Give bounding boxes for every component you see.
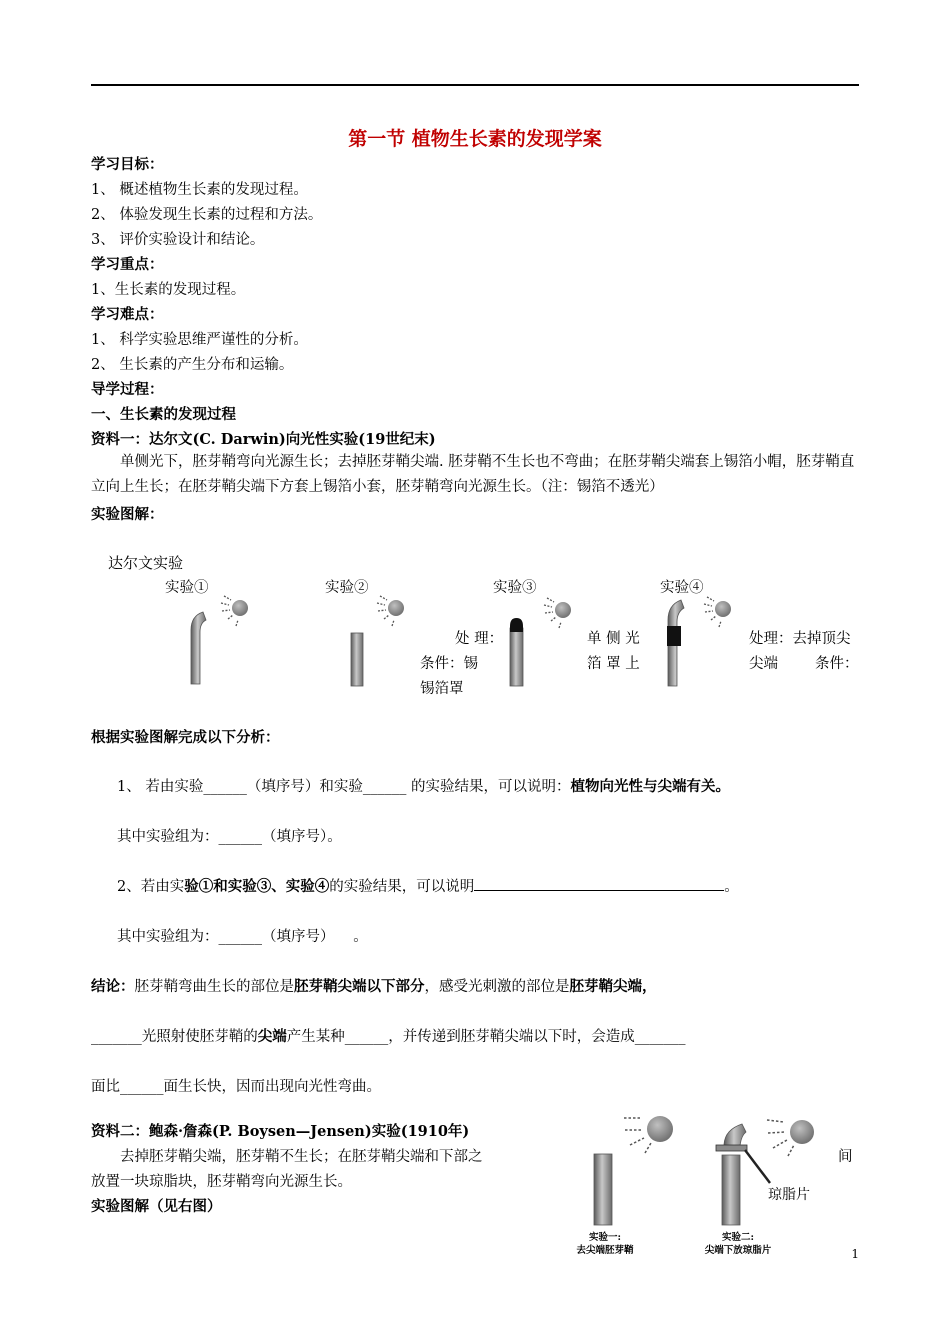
exp-note-c1: 处理：去掉顶尖 — [749, 631, 851, 647]
diagram-1-heading: 实验图解： — [91, 506, 164, 523]
jensen-exp-2-caption-b: 尖端下放琼脂片 — [704, 1245, 772, 1256]
jensen-exp-1-seedling — [594, 1154, 612, 1225]
objective-item-1: 1、 概述植物生长素的发现过程。 — [91, 182, 308, 198]
blank[interactable]: _______ — [634, 1029, 686, 1045]
agar-pointer-line — [745, 1150, 770, 1183]
keypoints-heading: 学习重点： — [91, 256, 164, 273]
page-title: 第一节 植物生长素的发现学案 — [348, 128, 602, 150]
material-2-text-b: 放置一块琼脂块，胚芽鞘弯向光源生长。 — [91, 1174, 352, 1190]
question-2: 2、若由实验①和实验③、实验④的实验结果，可以说明 。 — [117, 878, 739, 895]
question-1: 1、 若由实验______（填序号）和实验______ 的实验结果，可以说明：植物向光性与尖端有关。 — [117, 778, 730, 795]
conclusion-line-1: 结论：胚芽鞘弯曲生长的部位是胚芽鞘尖端以下部分，感受光刺激的部位是胚芽鞘尖端， — [91, 978, 657, 995]
exp-4-label: 实验④ — [660, 580, 704, 596]
jensen-exp-2-light-icon — [767, 1120, 814, 1156]
material-2-text-gap: 间 — [838, 1149, 853, 1165]
analysis-heading: 根据实验图解完成以下分析： — [91, 729, 280, 746]
blank[interactable]: ______ — [344, 1029, 389, 1045]
agar-label: 琼脂片 — [768, 1187, 810, 1203]
keypoint-item-1: 1、生长素的发现过程。 — [91, 282, 246, 298]
exp-note-a2: 条件：锡 — [420, 656, 478, 672]
material-1-text: 单侧光下，胚芽鞘弯向光源生长；去掉胚芽鞘尖端. 胚芽鞘不生长也不弯曲；在胚芽鞘尖端套上锡箔小帽，胚芽鞘直立向上生长；在胚芽鞘尖端下方套上锡箔小套，胚芽鞘弯向光源生长。（注：锡箔不透光） — [91, 454, 855, 495]
darwin-figure-title: 达尔文实验 — [108, 554, 184, 572]
exp-2-label: 实验② — [325, 580, 369, 596]
blank[interactable]: ______ — [218, 929, 262, 945]
question-2-sub: 其中实验组为：______（填序号） 。 — [117, 929, 368, 945]
blank[interactable]: _______ — [91, 1029, 142, 1045]
guide-heading: 导学过程： — [91, 381, 164, 398]
blank[interactable]: ______ — [120, 1079, 164, 1095]
question-1-sub: 其中实验组为：______（填序号）。 — [117, 829, 342, 845]
jensen-exp-2-caption-a: 实验二: — [721, 1232, 754, 1243]
objectives-heading: 学习目标： — [91, 156, 164, 173]
exp-1-label: 实验① — [165, 580, 209, 596]
exp-note-b1: 单 侧 光 — [587, 631, 640, 647]
exp-note-a1: 处 理： — [455, 631, 504, 647]
exp-note-b2: 箔 罩 上 — [587, 656, 640, 672]
difficulties-heading: 学习难点： — [91, 306, 164, 323]
blank[interactable]: ______ — [362, 779, 407, 795]
jensen-exp-2-seedling — [716, 1124, 747, 1225]
jensen-exp-1-light-icon — [624, 1116, 673, 1153]
exp-note-c3: 条件： — [815, 656, 859, 672]
difficulty-item-1: 1、 科学实验思维严谨性的分析。 — [91, 332, 308, 348]
exp-note-a3: 锡箔罩 — [420, 681, 464, 697]
material-1-heading: 资料一：达尔文(C. Darwin)向光性实验(19世纪末) — [91, 431, 436, 448]
exp-3-label: 实验③ — [493, 580, 537, 596]
blank[interactable]: ______ — [218, 829, 262, 845]
difficulty-item-2: 2、 生长素的产生分布和运输。 — [91, 357, 294, 373]
objective-item-3: 3、 评价实验设计和结论。 — [91, 232, 265, 248]
exp-note-c2: 尖端 — [749, 656, 778, 672]
jensen-exp-1-caption-b: 去尖端胚芽鞘 — [576, 1245, 634, 1256]
blank[interactable]: ______ — [203, 779, 247, 795]
jensen-exp-1-caption-a: 实验一: — [588, 1232, 621, 1243]
objective-item-2: 2、 体验发现生长素的过程和方法。 — [91, 207, 323, 223]
conclusion-line-2: _______光照射使胚芽鞘的尖端产生某种______，并传递到胚芽鞘尖端以下时，会造成_______ — [91, 1028, 686, 1045]
material-2-text-a: 去掉胚芽鞘尖端，胚芽鞘不生长；在胚芽鞘尖端和下部之 — [120, 1149, 483, 1165]
material-2-heading: 资料二：鲍森·詹森(P. Boysen—Jensen)实验(1910年) — [91, 1123, 470, 1140]
page-number: 1 — [851, 1247, 859, 1261]
section-1-heading: 一、生长素的发现过程 — [91, 406, 236, 423]
conclusion-line-3: 面比______面生长快，因而出现向光性弯曲。 — [91, 1079, 381, 1095]
diagram-2-heading: 实验图解（见右图） — [91, 1198, 222, 1215]
